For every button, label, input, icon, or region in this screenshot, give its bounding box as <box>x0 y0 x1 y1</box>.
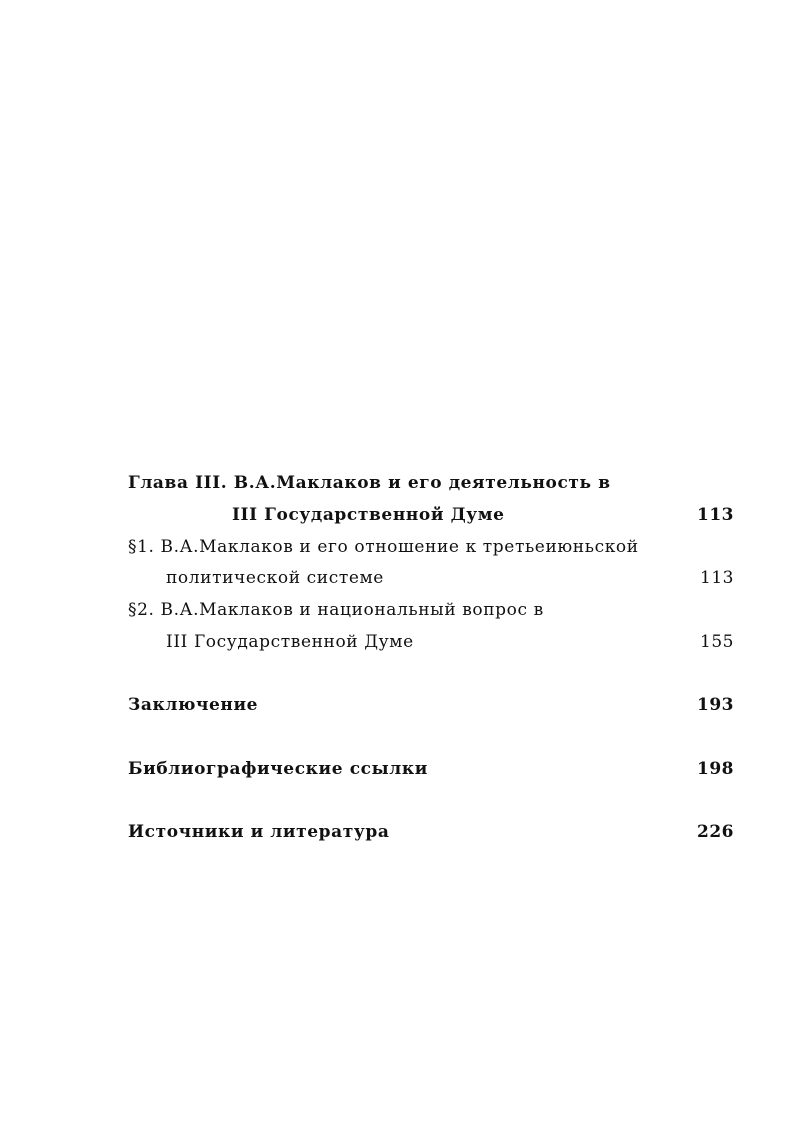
chapter3-page-number: 113 <box>697 505 734 525</box>
bibliography-title: Библиографические ссылки <box>128 759 428 779</box>
section1-title-line1: §1. В.А.Маклаков и его отношение к третьеиюньской <box>128 537 639 557</box>
chapter3-title-line1: Глава III. В.А.Маклаков и его деятельность в <box>128 473 611 493</box>
section2-title-line1: §2. В.А.Маклаков и национальный вопрос в <box>128 600 544 620</box>
sources-page-number: 226 <box>697 822 734 842</box>
section1-page-number: 113 <box>700 568 734 588</box>
section2-title-line2: III Государственной Думе <box>166 632 414 652</box>
section1-title-line2: политической системе <box>166 568 384 588</box>
bibliography-page-number: 198 <box>697 759 734 779</box>
section2-page-number: 155 <box>700 632 734 652</box>
chapter3-title-line2: III Государственной Думе <box>232 505 505 525</box>
sources-title: Источники и литература <box>128 822 390 842</box>
conclusion-title: Заключение <box>128 695 259 715</box>
conclusion-page-number: 193 <box>697 695 734 715</box>
